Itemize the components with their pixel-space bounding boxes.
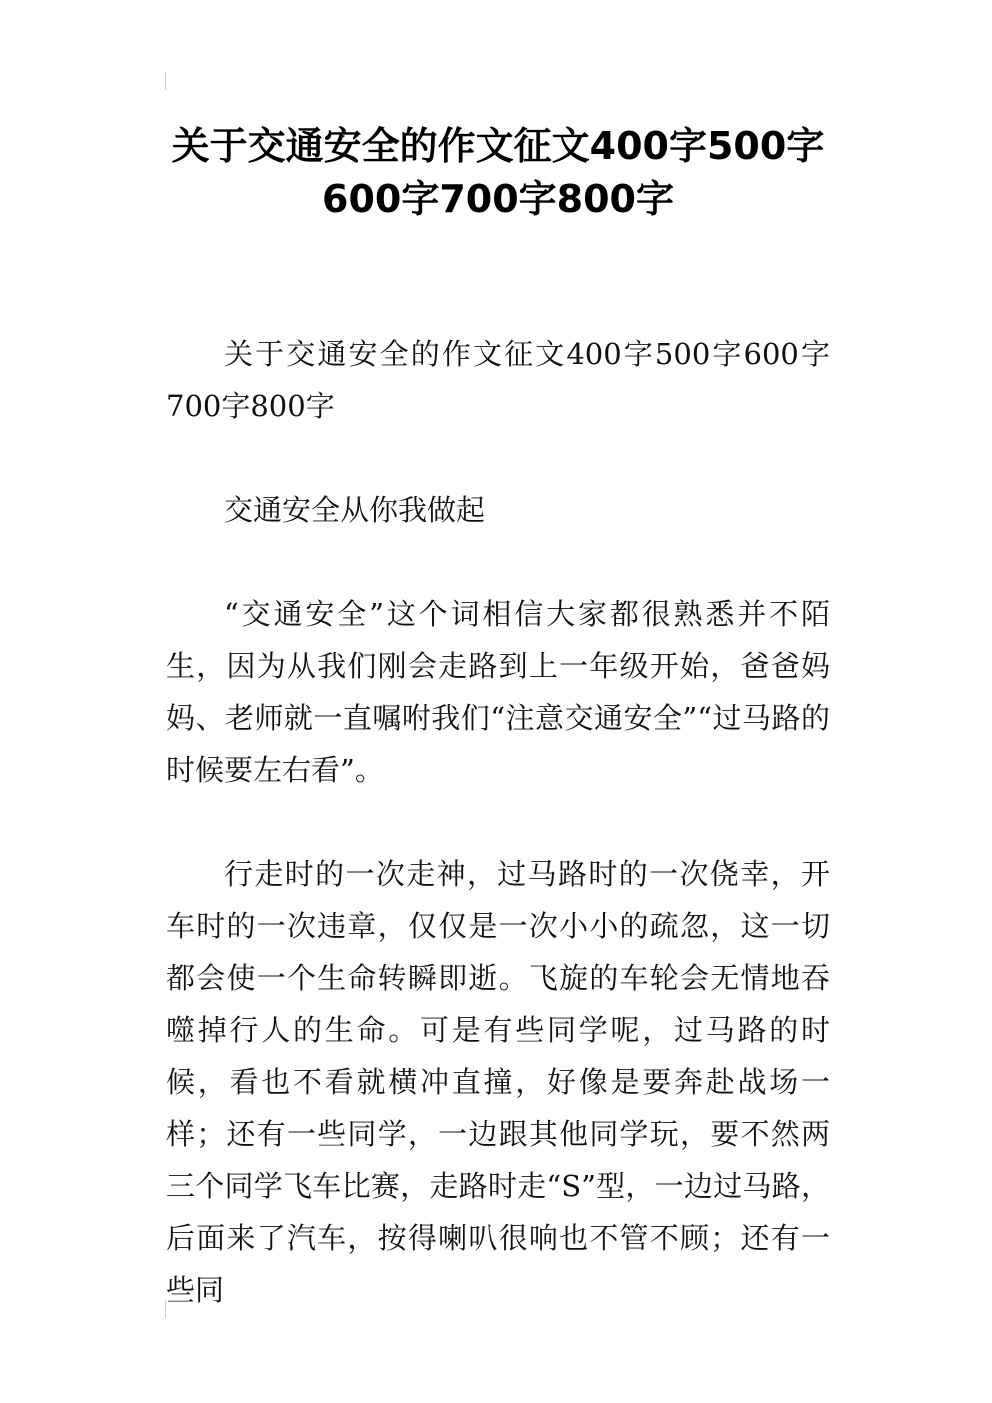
body-paragraph-title-repeat: 关于交通安全的作文征文400字500字600字700字800字 [166,337,830,423]
document-title: 关于交通安全的作文征文400字500字600字700字800字 [171,124,825,221]
body-paragraph: 行走时的一次走神，过马路时的一次侥幸，开车时的一次违章，仅仅是一次小小的疏忽，这一切都会使一个生命转瞬即逝。飞旋的车轮会无情地吞噬掉行人的生命。可是有些同学呢，过马路的时候，看也不看就横冲直撞，好像是要奔赴战场一样；还有一些同学，一边跟其他同学玩，要不然两三个同学飞车比赛，走路时走“S”型，一边过马路，后面来了汽车，按得喇叭很响也不管不顾；还有一些同 [166,857,830,1307]
body-paragraph-subtitle: 交通安全从你我做起 [224,493,486,527]
page-corner-mark-bottom [165,1300,166,1318]
page-corner-mark-top [165,72,166,90]
body-paragraph: “交通安全”这个词相信大家都很熟悉并不陌生，因为从我们刚会走路到上一年级开始，爸爸妈妈、老师就一直嘱咐我们“注意交通安全”“过马路的时候要左右看”。 [166,597,830,787]
document-body [166,328,830,1368]
